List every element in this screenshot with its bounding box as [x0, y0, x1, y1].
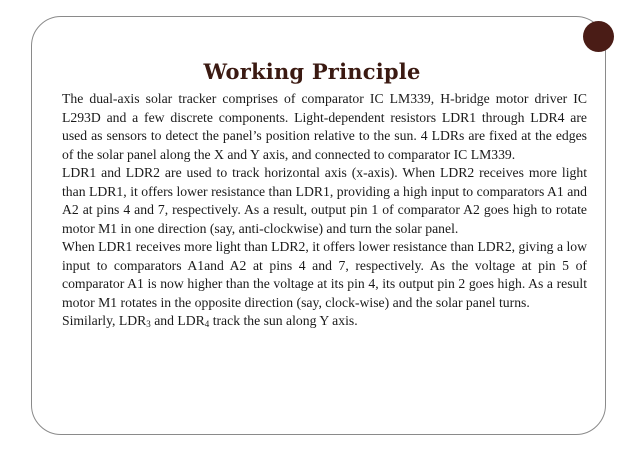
y-axis-prefix: Similarly, LDR: [62, 313, 147, 328]
paragraph-y-axis: [62, 312, 587, 331]
body-text: [62, 90, 587, 331]
y-axis-mid: and LDR: [150, 313, 205, 328]
ldr4-subscript: 4: [204, 319, 210, 329]
y-axis-suffix: track the sun along Y axis.: [209, 313, 358, 328]
paragraph-horizontal-tracking: LDR1 and LDR2 are used to track horizontal axis (x-axis). When LDR2 receives more light than LDR1, it offers lower resistance than LDR1, providing a high input to comparators A1 and A2 at pins 4 and 7, respectively. As a result, output pin 1 of comparator A2 goes high to rotate motor M1 in one direction (say, anti-clockwise) and turn the solar panel.: [62, 165, 587, 236]
ldr3-subscript: 3: [146, 319, 151, 329]
paragraph-reverse-rotation: When LDR1 receives more light than LDR2, it offers lower resistance than LDR2, giving a low input to comparators A1and A2 at pins 4 and 7, respectively. As the voltage at pin 5 of comparator A1 is now higher than the voltage at its pin 4, its output pin 2 goes high. As a result motor M1 rotates in the opposite direction (say, clock-wise) and the solar panel turns.: [62, 239, 587, 310]
corner-dot-decoration: [583, 21, 614, 52]
paragraph-overview: The dual-axis solar tracker comprises of comparator IC LM339, H-bridge motor driver IC L293D and a few discrete components. Light-dependent resistors LDR1 through LDR4 are used as sensors to detect the panel’s position relative to the sun. 4 LDRs are fixed at the edges of the solar panel along the X and Y axis, and connected to comparator IC LM339.: [62, 91, 587, 162]
page-title: Working Principle: [203, 59, 421, 84]
